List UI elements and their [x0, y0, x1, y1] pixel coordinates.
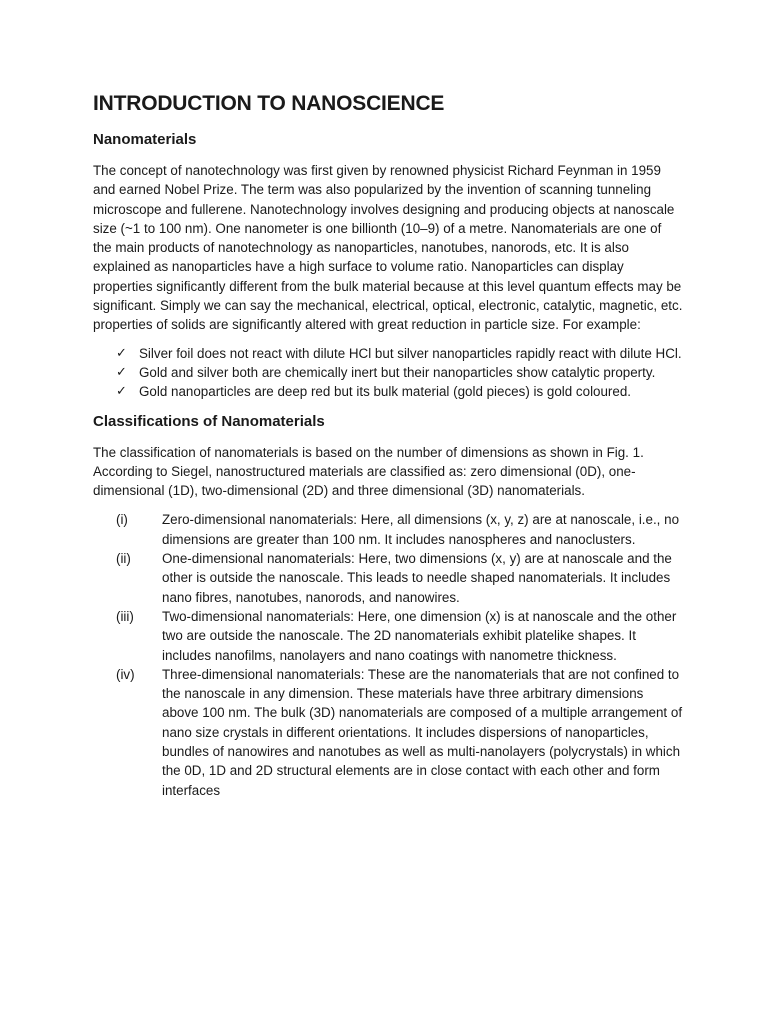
list-marker: (ii)	[116, 551, 131, 567]
checklist-item-text: Gold nanoparticles are deep red but its bulk material (gold pieces) is gold coloured.	[139, 384, 632, 400]
checkmark-icon: ✓	[116, 364, 127, 380]
checklist-item	[93, 344, 683, 363]
checklist-item	[93, 363, 683, 382]
classification-item	[93, 665, 683, 800]
classification-item-text: One-dimensional nanomaterials: Here, two dimensions (x, y) are at nanoscale and the other is outside the nanoscale. This leads to needle shaped nanomaterials. It includes nano fibres, nanotubes, nanorods, and nanowires.	[162, 551, 672, 605]
list-marker: (iv)	[116, 666, 135, 682]
classification-list	[93, 510, 683, 799]
list-marker: (i)	[116, 512, 128, 528]
classification-item	[93, 510, 683, 549]
checkmark-icon: ✓	[116, 345, 127, 361]
classification-item-text: Two-dimensional nanomaterials: Here, one dimension (x) is at nanoscale and the other two are outside the nanoscale. The 2D nanomaterials exhibit platelike shapes. It includes nanofilms, nanolayers and nano coatings with nanometre thickness.	[162, 608, 677, 663]
section-heading-classifications: Classifications of Nanomaterials	[93, 412, 325, 430]
classification-item-text: Zero-dimensional nanomaterials: Here, all dimensions (x, y, z) are at nanoscale, i.e., no dimensions are greater than 100 nm. It includes nanospheres and nanoclusters.	[162, 512, 680, 547]
classification-item	[93, 549, 683, 607]
checkmark-icon: ✓	[116, 384, 127, 400]
checklist-item	[93, 382, 683, 401]
nanomaterials-paragraph: The concept of nanotechnology was first given by renowned physicist Richard Feynman in 1959 and earned Nobel Prize. The term was also popularized by the invention of scanning tunneling microscope and fullerene. Nanotechnology involves designing and producing objects at nanoscale size (~1 to 100 nm). One nanometer is one billionth (10–9) of a metre. Nanomaterials are one of the main products of nanotechnology as nanoparticles, nanotubes, nanorods, etc. It is also explained as nanoparticles have a high surface to volume ratio. Nanoparticles can display properties significantly different from the bulk material because at this level quantum effects may be significant. Simply we can say the mechanical, electrical, optical, electronic, catalytic, magnetic, etc. properties of solids are significantly altered with great reduction in particle size. For example:	[93, 163, 683, 333]
checklist-item-text: Gold and silver both are chemically inert but their nanoparticles show catalytic property.	[139, 364, 656, 380]
section-heading-nanomaterials: Nanomaterials	[93, 131, 197, 148]
checklist-item-text: Silver foil does not react with dilute HCl but silver nanoparticles rapidly react with dilute HCl.	[139, 345, 682, 361]
list-marker: (iii)	[116, 608, 134, 624]
classification-item	[93, 607, 683, 665]
classification-item-text: Three-dimensional nanomaterials: These are the nanomaterials that are not confined to the nanoscale in any dimension. These materials have three arbitrary dimensions above 100 nm. The bulk (3D) nanomaterials are composed of a multiple arrangement of nano size crystals in different orientations. It includes dispersions of nanoparticles, bundles of nanowires and nanotubes as well as multi-nanolayers (polycrystals) in which the 0D, 1D and 2D structural elements are in close contact with each other and form interfaces	[162, 666, 683, 798]
document-page	[93, 90, 683, 800]
classification-paragraph: The classification of nanomaterials is based on the number of dimensions as shown in Fig. 1. According to Siegel, nanostructured materials are classified as: zero dimensional (0D), one-dimensional (1D), two-dimensional (2D) and three dimensional (3D) nanomaterials.	[93, 444, 644, 499]
document-title: INTRODUCTION TO NANOSCIENCE	[93, 92, 445, 115]
examples-checklist	[93, 344, 683, 402]
